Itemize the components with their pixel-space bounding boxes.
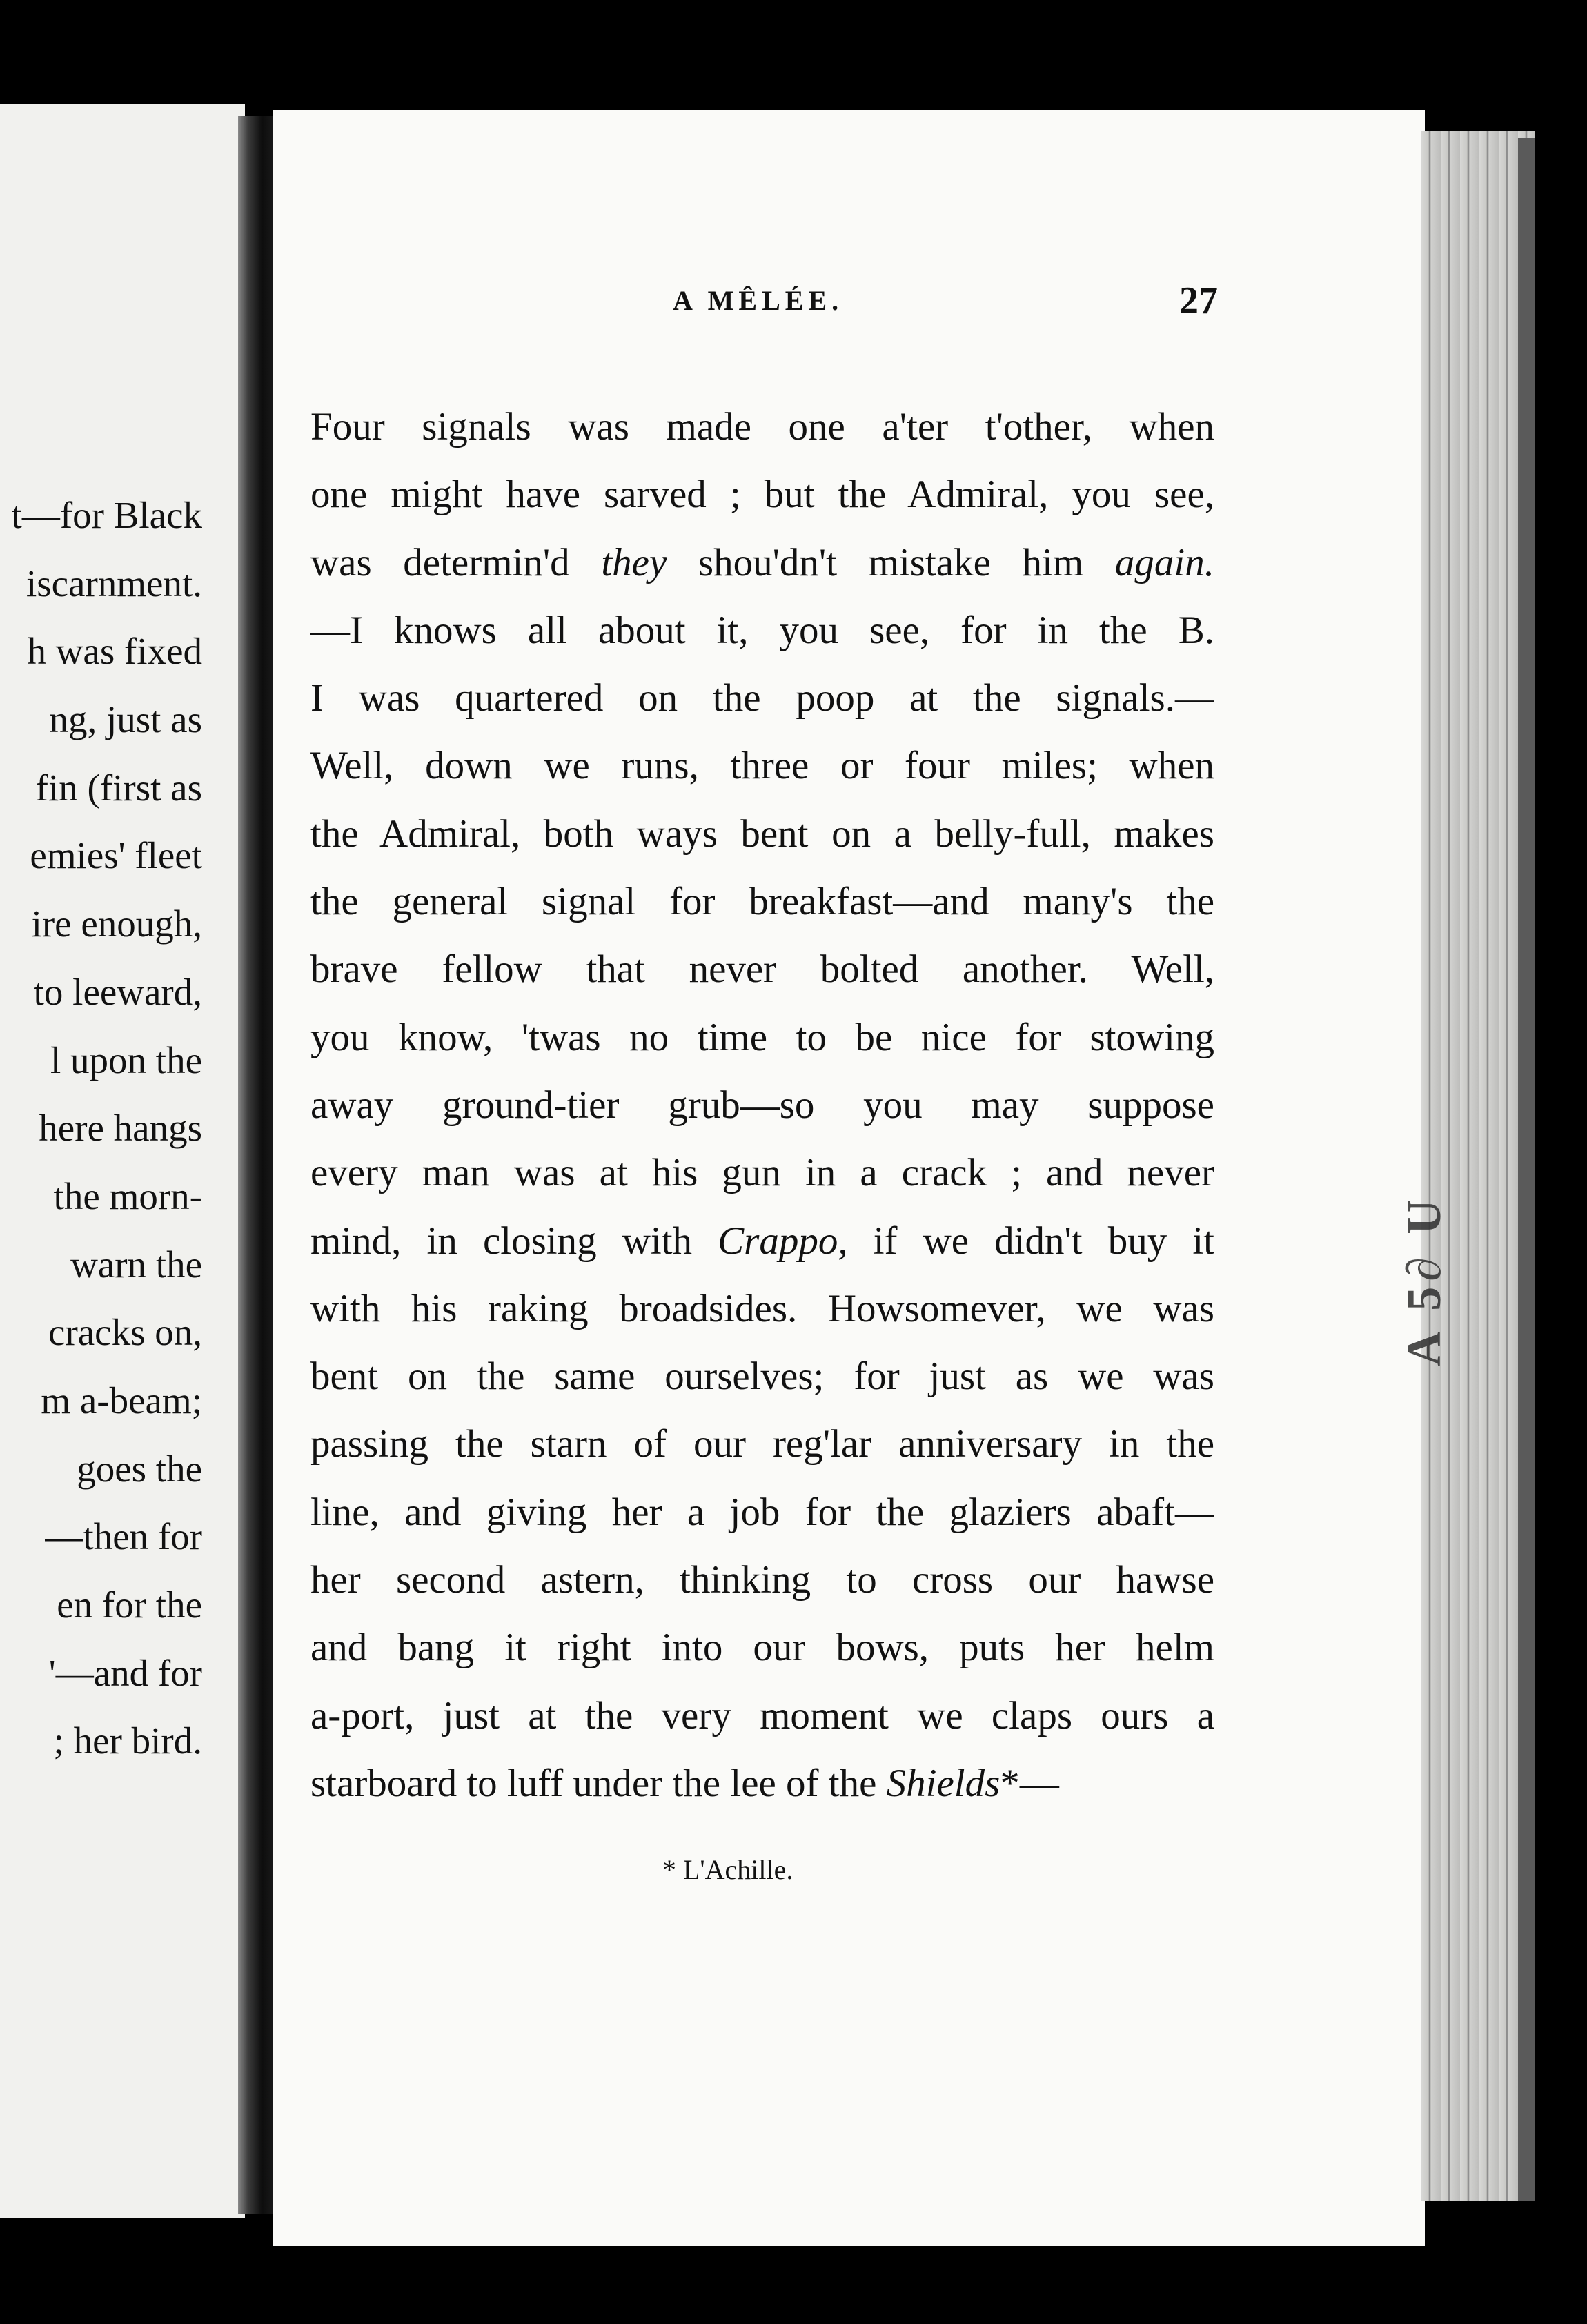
previous-page [0, 104, 245, 2218]
text-run: a-port, just at the very moment we claps ours a [310, 1693, 1214, 1737]
previous-page-line: here hangs [39, 1107, 202, 1150]
text-run: shou'dn't mistake him [667, 540, 1115, 584]
text-line [310, 1682, 1214, 1750]
text-run: bent on the same ourselves; for just as we was [310, 1355, 1214, 1399]
previous-page-line: the morn- [53, 1174, 202, 1217]
body-text [310, 393, 1214, 1818]
previous-page-line: t—for Black [11, 494, 202, 536]
text-run: starboard to luff under the lee of the [310, 1761, 887, 1805]
text-run: and bang it right into our bows, puts her helm [310, 1626, 1214, 1670]
previous-page-line: ire enough, [31, 903, 202, 945]
text-line [310, 1343, 1214, 1410]
previous-page-line: iscarnment. [26, 562, 202, 604]
text-line [310, 461, 1214, 529]
page-edges-shadow [1518, 138, 1535, 2201]
previous-page-line: '—and for [48, 1651, 202, 1694]
previous-page-line: l upon the [50, 1038, 202, 1081]
previous-page-line: ; her bird. [53, 1720, 202, 1762]
text-run: passing the starn of our reg'lar anniversary in the [310, 1422, 1214, 1466]
text-run: I was quartered on the poop at the signals.— [310, 676, 1214, 720]
italic-run: Crappo, [718, 1219, 848, 1263]
previous-page-line: cracks on, [48, 1311, 202, 1354]
text-run: was determin'd [310, 540, 602, 584]
text-line [310, 1410, 1214, 1478]
previous-page-line: m a-beam; [41, 1379, 202, 1421]
footnote: * L'Achille. [662, 1854, 793, 1885]
previous-page-line: fin (first as [35, 766, 202, 809]
running-head: A MÊLÉE. [673, 285, 844, 316]
text-line [310, 1546, 1214, 1614]
text-line [310, 868, 1214, 936]
previous-page-text [12, 482, 202, 1775]
text-line [310, 1208, 1214, 1275]
text-run: you know, 'twas no time to be nice for stowing [310, 1015, 1214, 1059]
italic-run: Shields [886, 1761, 1000, 1805]
previous-page-line: h was fixed [27, 630, 202, 673]
text-run: the Admiral, both ways bent on a belly-full, makes [310, 811, 1214, 856]
text-run: if we didn't buy it [847, 1219, 1214, 1263]
text-line [310, 1139, 1214, 1207]
text-run: every man was at his gun in a crack ; and never [310, 1151, 1214, 1195]
text-line [310, 1614, 1214, 1682]
text-run: brave fellow that never bolted another. Well, [310, 947, 1214, 992]
text-run: line, and giving her a job for the glaziers abaft— [310, 1490, 1214, 1534]
text-run: one might have sarved ; but the Admiral, you see, [310, 473, 1214, 517]
italic-run: again. [1114, 540, 1214, 584]
text-run: with his raking broadsides. Howsomever, we was [310, 1286, 1214, 1330]
text-run: the general signal for breakfast—and many's the [310, 880, 1214, 924]
text-line [310, 800, 1214, 868]
previous-page-line: ng, just as [49, 698, 202, 741]
text-run: *— [1000, 1761, 1059, 1805]
previous-page-line: en for the [57, 1584, 202, 1626]
italic-run: they [601, 540, 667, 584]
previous-page-line: goes the [77, 1447, 202, 1490]
previous-page-line: —then for [45, 1515, 202, 1558]
text-line [310, 597, 1214, 664]
text-line [310, 1275, 1214, 1343]
text-line [310, 1479, 1214, 1546]
text-line [310, 1072, 1214, 1139]
text-line [310, 529, 1214, 597]
text-run: her second astern, thinking to cross our hawse [310, 1558, 1214, 1602]
previous-page-line: emies' fleet [30, 834, 202, 877]
text-line [310, 664, 1214, 732]
text-line [310, 1750, 1214, 1818]
text-line [310, 393, 1214, 461]
edge-stamp: A 5∂ U [1398, 1194, 1451, 1366]
text-run: away ground-tier grub—so you may suppose [310, 1083, 1214, 1127]
text-run: mind, in closing with [310, 1219, 718, 1263]
text-run: —I knows all about it, you see, for in the B. [310, 608, 1214, 652]
previous-page-line: to leeward, [33, 970, 202, 1013]
text-line [310, 1004, 1214, 1072]
text-line [310, 732, 1214, 800]
previous-page-line: warn the [70, 1243, 202, 1286]
text-run: Four signals was made one a'ter t'other, when [310, 405, 1214, 449]
text-run: Well, down we runs, three or four miles; when [310, 744, 1214, 788]
page-number: 27 [1179, 279, 1218, 322]
text-line [310, 936, 1214, 1003]
